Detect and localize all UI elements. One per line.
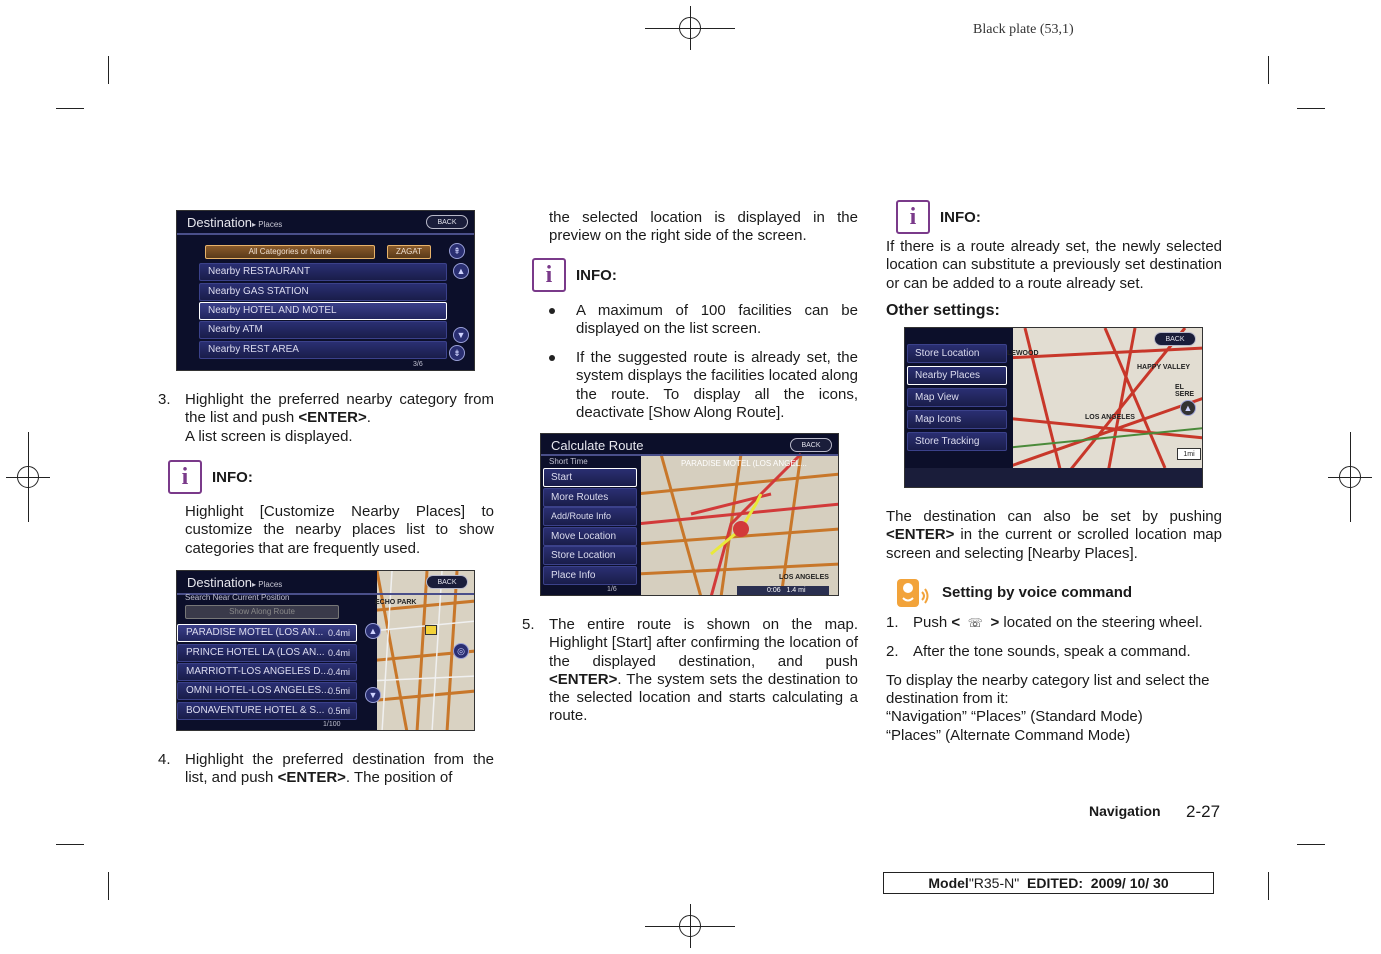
page-indicator: 1/100 (323, 721, 341, 728)
map-place-label: LOS ANGELES (1085, 414, 1135, 421)
step-number: 4. (158, 751, 171, 768)
settings-menu-item-selected: Nearby Places (907, 366, 1007, 385)
step-number: 1. (886, 614, 899, 631)
registration-mark (1328, 455, 1372, 499)
place-row: OMNI HOTEL-LOS ANGELES... 0.5mi (177, 682, 357, 700)
info-label: INFO: (212, 468, 253, 486)
voice-command-icon (896, 578, 930, 608)
crop-mark (56, 108, 84, 109)
route-menu-item: More Routes (543, 488, 637, 507)
all-categories-button: All Categories or Name (205, 245, 375, 259)
calculate-route-screenshot (540, 433, 839, 596)
screen-title: Destination▸ Places (187, 215, 283, 230)
screen-title: Destination▸ Places (187, 575, 283, 590)
step4-text: Highlight the preferred destination from the list, and push <ENTER>. The position of (185, 751, 494, 787)
voice-command-alternate: “Places” (Alternate Command Mode) (886, 727, 1131, 744)
model-edit-box: Model "R35-N" EDITED: 2009/ 10/ 30 (883, 872, 1214, 894)
step-number: 5. (522, 616, 535, 633)
map-place-label: LOS ANGELES (779, 574, 829, 581)
other-settings-heading: Other settings: (886, 302, 1000, 319)
info-label: INFO: (940, 208, 981, 226)
registration-mark (668, 6, 712, 50)
registration-mark (668, 904, 712, 948)
info-icon: i (532, 258, 566, 292)
destination-paragraph: The destination can also be set by pushing <ENTER> in the current or scrolled location map screen and selecting [Nearby Places]. (886, 508, 1222, 562)
place-row: PRINCE HOTEL LA (LOS AN... 0.4mi (177, 644, 357, 662)
step5-text: The entire route is shown on the map. Highlight [Start] after confirming the location of the displayed destination, and push <ENTER>. The system sets the destination to the selected location and starts calculating a route. (549, 616, 858, 725)
scroll-up-icon: ▲ (453, 263, 469, 279)
info-block (168, 460, 253, 494)
scale-indicator: 1mi (1177, 448, 1201, 460)
map-place-label: LEWOOD (1007, 350, 1039, 357)
info-block (896, 200, 981, 234)
crop-mark (1268, 56, 1269, 84)
place-row: MARRIOTT-LOS ANGELES D... 0.4mi (177, 663, 357, 681)
voice-paragraph: To display the nearby category list and select the destination from it: (886, 672, 1210, 708)
scroll-top-icon: ⇞ (449, 243, 465, 259)
crop-mark (1297, 108, 1325, 109)
back-button: BACK (426, 575, 468, 589)
info-block (532, 258, 617, 292)
voice-step2: After the tone sounds, speak a command. (913, 643, 1191, 660)
route-menu-item: Move Location (543, 527, 637, 546)
screen-title: Calculate Route (551, 438, 644, 453)
search-near-label: Search Near Current Position (185, 593, 290, 602)
category-row: Nearby RESTAURANT (199, 263, 447, 281)
compass-icon: ▲ (1180, 400, 1196, 416)
info1-text: Highlight [Customize Nearby Places] to customize the nearby places list to show categories that are frequently used. (185, 503, 494, 557)
category-row: Nearby GAS STATION (199, 283, 447, 301)
plate-label: Black plate (53,1) (973, 22, 1074, 37)
step-number: 3. (158, 391, 171, 408)
page-number: 2-27 (1186, 802, 1221, 821)
zoom-icon: ◎ (453, 643, 469, 659)
nearby-hotels-screenshot (176, 570, 475, 731)
map-place-label: ECHO PARK (375, 599, 417, 606)
route-type-label: Short Time (549, 457, 588, 466)
scroll-up-icon: ▲ (365, 623, 381, 639)
info-icon: i (168, 460, 202, 494)
settings-menu-item: Store Tracking (907, 432, 1007, 451)
map-place-label: EL SERE (1175, 384, 1195, 398)
bullet-dot (549, 355, 555, 361)
route-info-bar: 0:06 1.4 mi (737, 586, 829, 596)
back-button: BACK (790, 438, 832, 452)
category-row: Nearby ATM (199, 321, 447, 339)
step-number: 2. (886, 643, 899, 660)
scroll-down-icon: ▼ (453, 327, 469, 343)
settings-menu-item: Map View (907, 388, 1007, 407)
voice-command-heading: Setting by voice command (942, 584, 1133, 601)
place-row: BONAVENTURE HOTEL & S... 0.5mi (177, 702, 357, 720)
info-icon: i (896, 200, 930, 234)
places-category-screenshot (176, 210, 475, 371)
page-indicator: 1/6 (607, 586, 617, 593)
header-divider (177, 233, 474, 235)
crop-mark (1268, 872, 1269, 900)
info3-text: If there is a route already set, the newly selected location can substitute a previously set destination or can be added to a route already set. (886, 238, 1222, 292)
step3-text: Highlight the preferred nearby category from the list and push <ENTER>. A list screen is displayed. (185, 391, 494, 445)
other-settings-screenshot (904, 327, 1203, 488)
show-along-route-button: Show Along Route (185, 605, 339, 619)
crop-mark (108, 872, 109, 900)
header-divider (541, 454, 838, 456)
hotel-icon (425, 625, 437, 635)
destination-label: PARADISE MOTEL (LOS ANGEL... (681, 459, 807, 468)
place-row-selected: PARADISE MOTEL (LOS AN... 0.4mi (177, 624, 357, 642)
settings-menu-item: Store Location (907, 344, 1007, 363)
category-row: Nearby REST AREA (199, 341, 447, 359)
route-menu-item: Store Location (543, 546, 637, 565)
crop-mark (1297, 844, 1325, 845)
map-place-label: HAPPY VALLEY (1137, 364, 1191, 371)
intro-continued: the selected location is displayed in the preview on the right side of the screen. (549, 209, 858, 245)
scroll-bottom-icon: ⇟ (449, 345, 465, 361)
crop-mark (108, 56, 109, 84)
bullet-dot (549, 308, 555, 314)
back-button: BACK (1154, 332, 1196, 346)
route-menu-start: Start (543, 468, 637, 487)
registration-mark (6, 455, 50, 499)
category-row-selected: Nearby HOTEL AND MOTEL (199, 302, 447, 320)
route-menu-item: Place Info (543, 566, 637, 585)
scroll-down-icon: ▼ (365, 687, 381, 703)
zagat-button: ZAGAT (387, 245, 431, 259)
section-label: Navigation (1089, 803, 1161, 819)
voice-command-standard: “Navigation” “Places” (Standard Mode) (886, 708, 1143, 725)
voice-step1: Push < ☏ > located on the steering wheel. (913, 614, 1203, 631)
settings-menu-item: Map Icons (907, 410, 1007, 429)
crop-mark (56, 844, 84, 845)
info2-bullet: If the suggested route is already set, the system displays the facilities located along the route. To display all the icons, deactivate [Show Along Route]. (576, 349, 858, 421)
route-menu-item: Add/Route Info (543, 507, 637, 526)
info2-bullet: A maximum of 100 facilities can be displayed on the list screen. (576, 302, 858, 338)
page-indicator: 3/6 (413, 361, 423, 368)
talk-switch-icon: ☏ (967, 616, 983, 630)
back-button: BACK (426, 215, 468, 229)
info-label: INFO: (576, 266, 617, 284)
